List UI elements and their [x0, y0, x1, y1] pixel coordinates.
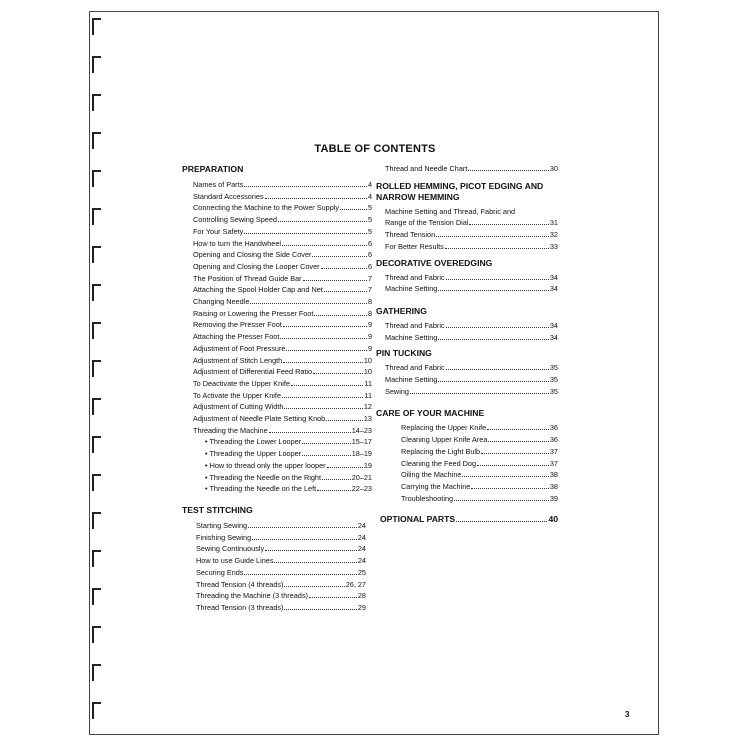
toc-entry — [193, 366, 372, 378]
toc-entry — [401, 422, 558, 434]
toc-entry — [385, 241, 558, 253]
dot-leader — [410, 386, 549, 394]
toc-entry-label: Carrying the Machine — [401, 481, 471, 491]
toc-entry-page: 9 — [367, 320, 372, 330]
toc-entry-label: Thread and Fabric — [385, 320, 445, 330]
toc-entry-page: 26, 27 — [345, 579, 366, 589]
toc-entry-label: Range of the Tension Dial — [385, 218, 469, 228]
dot-leader — [324, 284, 367, 292]
dot-leader — [487, 422, 549, 430]
binder-mark — [92, 208, 101, 225]
toc-entry — [193, 202, 372, 214]
toc-entry-page: 40 — [548, 514, 558, 525]
toc-entry-label: Sewing — [385, 386, 409, 396]
toc-entry — [385, 217, 558, 229]
toc-entry — [385, 163, 558, 175]
toc-entry-label: For Your Safety — [193, 226, 244, 236]
toc-entry-label: Removing the Presser Foot — [193, 320, 282, 330]
toc-entry-label: Attaching the Spool Holder Cap and Net — [193, 285, 323, 295]
binder-mark — [92, 398, 101, 415]
toc-entry — [193, 425, 372, 437]
toc-entry — [193, 261, 372, 273]
toc-entry-page: 11 — [364, 390, 372, 400]
toc-entry-page: 5 — [367, 215, 372, 225]
dot-leader — [278, 214, 367, 222]
section-heading: GATHERING — [376, 305, 427, 316]
dot-leader — [269, 425, 351, 433]
section-entries — [385, 272, 558, 295]
toc-entry-page: 34 — [549, 332, 558, 342]
toc-entry-page: 9 — [367, 332, 372, 342]
binder-mark — [92, 94, 101, 111]
dot-leader — [468, 163, 549, 171]
toc-entry-page: 34 — [549, 320, 558, 330]
toc-entry — [385, 362, 558, 374]
toc-entry — [401, 434, 558, 446]
toc-entry-page: 24 — [357, 556, 366, 566]
binder-mark — [92, 702, 101, 719]
toc-entry-label: Standard Accessories — [193, 191, 264, 201]
toc-entry — [193, 214, 372, 226]
toc-entry-label: Sewing Continuously — [196, 544, 265, 554]
section-entries — [385, 362, 558, 397]
dot-leader — [282, 238, 367, 246]
toc-entry-page: 24 — [357, 520, 366, 530]
toc-entry-page: 34 — [549, 284, 558, 294]
toc-entry-label: Opening and Closing the Side Cover — [193, 250, 312, 260]
binder-mark — [92, 170, 101, 187]
toc-entry — [401, 458, 558, 470]
toc-entry-label: Controlling Sewing Speed — [193, 215, 277, 225]
dot-leader — [302, 448, 351, 456]
toc-entry — [205, 448, 372, 460]
toc-entry — [385, 374, 558, 386]
binder-mark — [92, 664, 101, 681]
section-heading: DECORATIVE OVEREDGING — [376, 257, 493, 268]
toc-entry-page: 38 — [549, 481, 558, 491]
toc-entry — [193, 378, 372, 390]
toc-entry — [196, 579, 366, 591]
dot-leader — [477, 458, 549, 466]
toc-entry — [193, 413, 372, 425]
dot-leader — [322, 472, 351, 480]
toc-entry — [196, 520, 366, 532]
toc-entry-page: 10 — [363, 367, 372, 377]
toc-entry-label: • Threading the Upper Looper — [205, 449, 302, 459]
toc-entry-label: Changing Needle — [193, 297, 250, 307]
dot-leader — [436, 229, 549, 237]
toc-left-column — [182, 164, 372, 614]
page-number: 3 — [625, 710, 630, 719]
toc-entry-page: 12 — [363, 402, 372, 412]
section-heading: CARE OF YOUR MACHINE — [376, 408, 485, 419]
binder-mark — [92, 626, 101, 643]
toc-entry-label: Oiling the Machine — [401, 470, 462, 480]
binder-mark — [92, 284, 101, 301]
toc-entry-label: Raising or Lowering the Presser Foot — [193, 308, 314, 318]
toc-entry-page: 4 — [367, 191, 372, 201]
toc-entry-page: 5 — [367, 203, 372, 213]
dot-leader — [265, 191, 367, 199]
toc-entry — [385, 332, 558, 344]
toc-entry-page: 18–19 — [351, 449, 372, 459]
toc-entry-label: Thread and Fabric — [385, 363, 445, 373]
toc-entry-label: How to turn the Handwheel — [193, 238, 282, 248]
toc-entry-page: 35 — [549, 363, 558, 373]
toc-entry-page: 36 — [549, 435, 558, 445]
toc-entry-label: Cleaning Upper Knife Area — [401, 435, 488, 445]
toc-entry — [193, 296, 372, 308]
toc-entry — [196, 543, 366, 555]
dot-leader — [283, 319, 367, 327]
toc-entry-page: 8 — [367, 297, 372, 307]
toc-entry — [401, 446, 558, 458]
dot-leader — [469, 217, 548, 225]
toc-entry — [385, 283, 558, 295]
toc-entry-page: 31 — [549, 218, 558, 228]
dot-leader — [309, 590, 357, 598]
toc-entry-page: 24 — [357, 544, 366, 554]
toc-entry-page: 35 — [549, 375, 558, 385]
toc-entry — [193, 355, 372, 367]
toc-entry-label: Threading the Machine (3 threads) — [196, 591, 308, 601]
dot-leader — [244, 226, 367, 234]
toc-entry-label: Securing Ends — [196, 567, 244, 577]
toc-entry-label: The Position of Thread Guide Bar — [193, 273, 302, 283]
binder-mark — [92, 56, 101, 73]
toc-entry-label: Thread Tension (3 threads) — [196, 602, 284, 612]
toc-entry-label: • Threading the Needle on the Left — [205, 484, 317, 494]
section-entries — [385, 320, 558, 343]
section-heading: PREPARATION — [182, 164, 244, 174]
toc-entry-label: To Activate the Upper Knife — [193, 390, 282, 400]
toc-entry-label: Attaching the Presser Foot — [193, 332, 280, 342]
toc-entry-label: Names of Parts — [193, 180, 244, 189]
dot-leader — [302, 436, 351, 444]
section-entries — [385, 163, 558, 175]
section-heading: PIN TUCKING — [376, 348, 432, 359]
toc-entry-page: 30 — [549, 164, 558, 173]
toc-entry-page: 37 — [549, 458, 558, 468]
toc-entry-label: To Deactivate the Upper Knife — [193, 378, 290, 388]
toc-entry — [205, 436, 372, 448]
toc-entry — [196, 555, 366, 567]
dot-leader — [446, 362, 549, 370]
toc-entry-label: Connecting the Machine to the Power Supply — [193, 203, 340, 213]
toc-entry-label: Adjustment of Stitch Length — [193, 355, 283, 365]
dot-leader — [446, 320, 549, 328]
toc-entry-page: 33 — [549, 241, 558, 251]
toc-entry-label: Adjustment of Needle Plate Setting Knob — [193, 414, 326, 424]
dot-leader — [445, 241, 549, 249]
toc-entry-label: Replacing the Light Bulb — [401, 446, 481, 456]
dot-leader — [438, 374, 549, 382]
dot-leader — [280, 331, 367, 339]
binder-mark — [92, 512, 101, 529]
toc-entry — [205, 472, 372, 484]
dot-leader — [312, 249, 366, 257]
toc-entry-page: 5 — [367, 226, 372, 236]
binder-mark — [92, 18, 101, 35]
toc-entry-label: • Threading the Lower Looper — [205, 437, 302, 447]
binder-mark — [92, 474, 101, 491]
toc-entry-label: Thread Tension (4 threads) — [196, 579, 284, 589]
toc-entry-page: 13 — [363, 414, 372, 424]
toc-entry-page: 6 — [367, 261, 372, 271]
dot-leader — [282, 390, 363, 398]
toc-entry-page: 19 — [363, 460, 372, 470]
toc-entry — [193, 249, 372, 261]
toc-entry-page: 7 — [367, 285, 372, 295]
dot-leader — [326, 413, 363, 421]
toc-entry — [401, 469, 558, 481]
dot-leader — [317, 483, 351, 491]
dot-leader — [488, 434, 548, 442]
toc-entry — [196, 602, 366, 614]
toc-entry-label: Troubleshooting — [401, 493, 454, 503]
optional-parts-entry — [380, 514, 558, 525]
binder-mark — [92, 246, 101, 263]
toc-entry-label: Cleaning the Feed Dog — [401, 458, 477, 468]
toc-right-column — [376, 163, 558, 525]
section-heading: ROLLED HEMMING, PICOT EDGING AND NARROW HEMMING — [376, 180, 544, 202]
page-border — [89, 11, 659, 735]
toc-entry — [385, 272, 558, 284]
toc-entry-label: Machine Setting and Thread, Fabric and — [385, 206, 516, 216]
toc-entry-label: Machine Setting — [385, 375, 438, 385]
toc-entry — [196, 590, 366, 602]
dot-leader — [327, 460, 363, 468]
toc-entry-label: Adjustment of Foot Pressure — [193, 343, 286, 353]
section-entries — [193, 179, 372, 495]
section-entries — [196, 520, 366, 614]
toc-entry — [205, 483, 372, 495]
toc-entry-page: 38 — [549, 470, 558, 480]
toc-entry — [385, 229, 558, 241]
dot-leader — [274, 555, 356, 563]
toc-entry — [193, 343, 372, 355]
toc-entry-page: 9 — [367, 343, 372, 353]
binder-mark — [92, 550, 101, 567]
dot-leader — [340, 202, 367, 210]
dot-leader — [438, 332, 549, 340]
dot-leader — [321, 261, 367, 269]
toc-entry-page: 37 — [549, 446, 558, 456]
binder-mark — [92, 436, 101, 453]
binder-hole-marks — [92, 0, 106, 750]
toc-entry — [193, 226, 372, 238]
toc-entry-page: 32 — [549, 230, 558, 240]
dot-leader — [284, 401, 362, 409]
toc-entry-page: 6 — [367, 250, 372, 260]
toc-entry — [193, 308, 372, 320]
dot-leader — [284, 602, 356, 610]
toc-entry-label: Machine Setting — [385, 284, 438, 294]
toc-entry-label: Thread and Needle Chart — [385, 164, 468, 173]
toc-entry-label: Thread and Fabric — [385, 272, 445, 282]
page-title: TABLE OF CONTENTS — [314, 143, 436, 155]
toc-entry — [193, 331, 372, 343]
toc-entry-label: Adjustment of Differential Feed Ratio — [193, 367, 313, 377]
dot-leader — [314, 308, 366, 316]
toc-entry-label: Threading the Machine — [193, 425, 268, 435]
binder-mark — [92, 360, 101, 377]
section-heading: TEST STITCHING — [182, 504, 253, 515]
toc-entry-page: 15–17 — [351, 437, 372, 447]
dot-leader — [283, 355, 363, 363]
toc-entry — [193, 273, 372, 285]
toc-entry-page: 10 — [363, 355, 372, 365]
toc-entry-page: 24 — [357, 532, 366, 542]
toc-entry-label: Thread Tension — [385, 230, 436, 240]
toc-entry-label: For Better Results — [385, 241, 444, 251]
toc-entry — [193, 238, 372, 250]
toc-entry-label: Finishing Sewing — [196, 532, 252, 542]
dot-leader — [286, 343, 366, 351]
toc-entry — [193, 319, 372, 331]
toc-entry-page: 35 — [549, 386, 558, 396]
dot-leader — [244, 179, 367, 187]
toc-entry-label: Machine Setting — [385, 332, 438, 342]
toc-entry-page: 34 — [549, 272, 558, 282]
section-entries — [385, 422, 558, 504]
dot-leader — [248, 520, 357, 528]
toc-entry — [193, 401, 372, 413]
dot-leader — [454, 493, 549, 501]
dot-leader — [252, 532, 357, 540]
toc-entry-page: 20–21 — [351, 472, 372, 482]
toc-entry-label: How to use Guide Lines — [196, 556, 274, 566]
dot-leader — [471, 481, 549, 489]
toc-entry-page: 22–23 — [351, 484, 372, 494]
toc-entry-page: 29 — [357, 602, 366, 612]
dot-leader — [313, 366, 363, 374]
toc-entry-page: 28 — [357, 591, 366, 601]
toc-entry-label: Replacing the Upper Knife — [401, 423, 487, 433]
toc-entry-page: 39 — [549, 493, 558, 503]
toc-entry-page: 8 — [367, 308, 372, 318]
toc-entry-page: 11 — [364, 378, 372, 388]
toc-entry-label: OPTIONAL PARTS — [380, 514, 456, 525]
toc-entry — [196, 532, 366, 544]
toc-entry — [385, 206, 558, 218]
toc-entry — [401, 481, 558, 493]
binder-mark — [92, 322, 101, 339]
dot-leader — [284, 579, 344, 587]
toc-entry-page: 6 — [367, 238, 372, 248]
toc-entry — [193, 191, 372, 203]
dot-leader — [456, 514, 547, 522]
toc-entry-label: Starting Sewing — [196, 520, 248, 530]
toc-entry-page: 25 — [357, 567, 366, 577]
toc-entry-label: • Threading the Needle on the Right — [205, 472, 322, 482]
binder-mark — [92, 588, 101, 605]
section-entries — [385, 206, 558, 253]
dot-leader — [291, 378, 363, 386]
dot-leader — [303, 273, 367, 281]
toc-entry — [193, 390, 372, 402]
toc-entry — [401, 493, 558, 505]
toc-entry-page: 36 — [549, 423, 558, 433]
dot-leader — [438, 283, 549, 291]
toc-entry-label: • How to thread only the upper looper — [205, 460, 326, 470]
toc-entry-page: 7 — [367, 273, 372, 283]
toc-entry-label: Adjustment of Cutting Width — [193, 402, 284, 412]
toc-entry — [193, 284, 372, 296]
dot-leader — [446, 272, 549, 280]
toc-entry-page: 14–23 — [351, 425, 372, 435]
dot-leader — [244, 567, 356, 575]
dot-leader — [250, 296, 367, 304]
dot-leader — [481, 446, 549, 454]
toc-entry — [385, 320, 558, 332]
toc-entry — [385, 386, 558, 398]
toc-entry — [205, 460, 372, 472]
dot-leader — [265, 543, 357, 551]
toc-entry — [196, 567, 366, 579]
dot-leader — [462, 469, 548, 477]
toc-entry-label: Opening and Closing the Looper Cover — [193, 261, 320, 271]
toc-entry — [193, 179, 372, 191]
toc-entry-page: 4 — [367, 180, 372, 189]
